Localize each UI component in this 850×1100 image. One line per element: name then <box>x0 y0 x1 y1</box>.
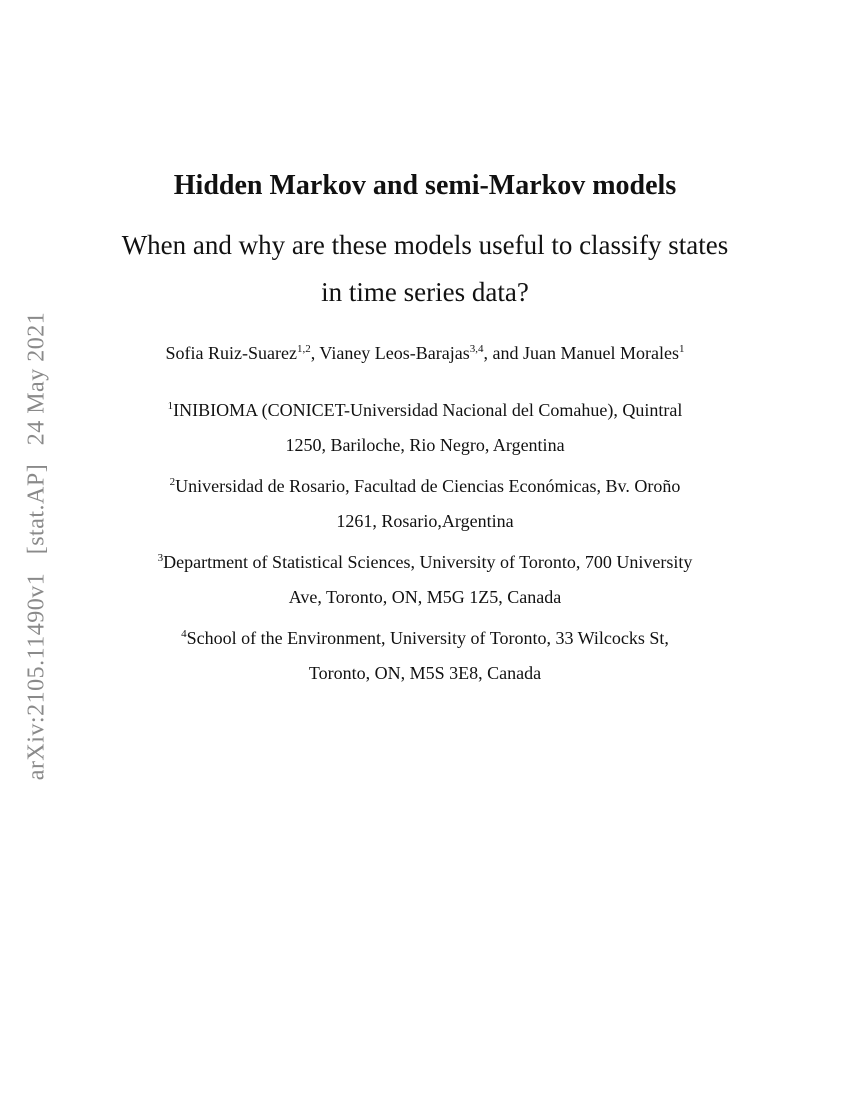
author-1-affiliation-marks: 1,2 <box>296 343 311 355</box>
arxiv-category: [stat.AP] <box>23 463 50 555</box>
arxiv-id: arXiv:2105.11490v1 <box>23 572 50 781</box>
affiliation-2-number: 2 <box>169 476 176 488</box>
affiliation-1-line-1 <box>105 393 745 428</box>
paper-subtitle <box>100 222 750 316</box>
affiliation-3-number: 3 <box>157 552 164 564</box>
affiliation-2 <box>105 469 745 538</box>
affiliation-1 <box>105 393 745 462</box>
subtitle-line-1: When and why are these models useful to classify states <box>121 230 729 260</box>
affiliation-list <box>105 393 745 697</box>
arxiv-date: 24 May 2021 <box>23 311 50 446</box>
affiliation-1-text: INIBIOMA (CONICET-Universidad Nacional del Comahue), Quintral <box>173 400 683 420</box>
affiliation-1-number: 1 <box>167 400 174 412</box>
author-1-name: Sofia Ruiz-Suarez <box>165 343 297 363</box>
affiliation-4-line-1 <box>105 621 745 656</box>
affiliation-4-text: School of the Environment, University of Toronto, 33 Wilcocks St, <box>186 628 669 648</box>
affiliation-2-line-2: 1261, Rosario,Argentina <box>336 510 514 531</box>
affiliation-2-text: Universidad de Rosario, Facultad de Ciencias Económicas, Bv. Oroño <box>175 476 681 496</box>
affiliation-4-number: 4 <box>181 628 187 640</box>
affiliation-3-line-2: Ave, Toronto, ON, M5G 1Z5, Canada <box>288 586 562 607</box>
author-2-affiliation-marks: 3,4 <box>469 343 484 355</box>
affiliation-3-line-1 <box>105 545 745 580</box>
affiliation-3-text: Department of Statistical Sciences, University of Toronto, 700 University <box>163 552 693 572</box>
paper-title: Hidden Markov and semi-Markov models <box>173 170 677 201</box>
arxiv-sidebar-stamp <box>24 300 51 780</box>
affiliation-3 <box>105 545 745 614</box>
affiliation-4-line-2: Toronto, ON, M5S 3E8, Canada <box>308 662 542 683</box>
affiliation-1-line-2: 1250, Bariloche, Rio Negro, Argentina <box>285 434 565 455</box>
author-3-name: Juan Manuel Morales <box>523 343 679 363</box>
author-separator-2: , and <box>483 343 524 363</box>
author-2-name: Vianey Leos-Barajas <box>319 343 470 363</box>
author-3-affiliation-marks: 1 <box>678 343 685 355</box>
author-separator-1: , <box>310 343 320 363</box>
affiliation-2-line-1 <box>105 469 745 504</box>
affiliation-4 <box>105 621 745 690</box>
subtitle-line-2: in time series data? <box>321 277 529 307</box>
author-list <box>0 343 850 364</box>
